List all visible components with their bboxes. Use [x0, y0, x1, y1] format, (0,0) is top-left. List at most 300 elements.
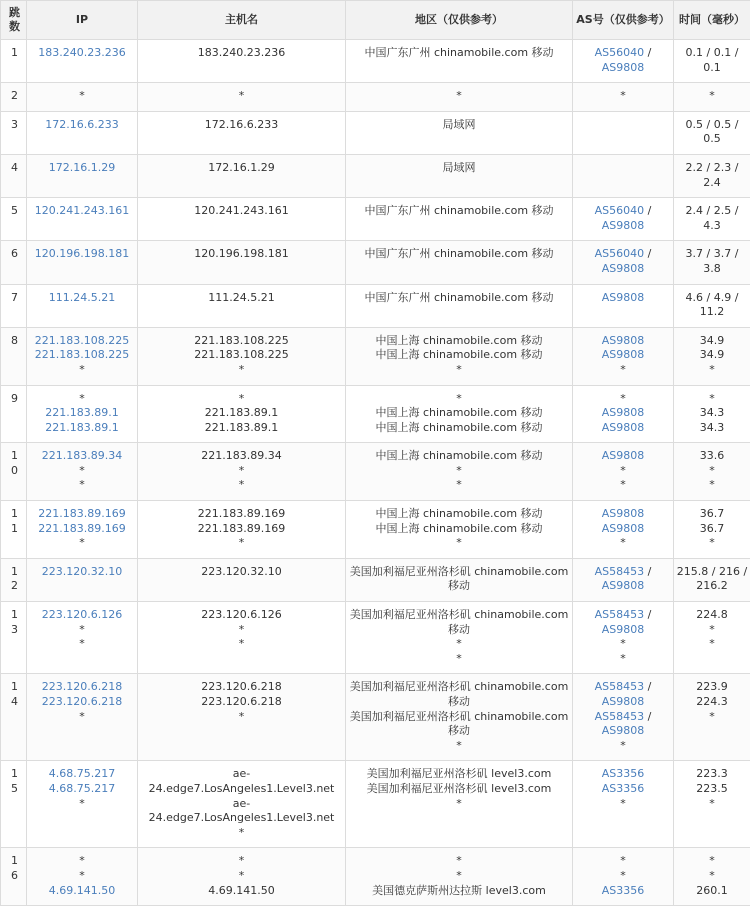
as-link[interactable]: AS9808: [602, 421, 645, 434]
hop-cell: 12: [1, 558, 27, 601]
host-cell: [138, 558, 346, 601]
ip-link[interactable]: 120.241.243.161: [29, 204, 135, 219]
region-text: 美国加利福尼亚州洛杉矶 chinamobile.com 移动: [348, 608, 570, 637]
as-cell: [573, 443, 674, 501]
region-cell: [346, 443, 573, 501]
region-text: 中国上海 chinamobile.com 移动: [348, 421, 570, 436]
as-entry: [575, 464, 671, 479]
hostname-text: 221.183.89.169: [140, 522, 343, 537]
as-link[interactable]: AS9808: [602, 522, 645, 535]
as-timeout: *: [620, 89, 626, 102]
hop-cell: 11: [1, 501, 27, 559]
as-link[interactable]: AS56040: [595, 46, 645, 59]
as-entry: [575, 522, 671, 537]
as-link[interactable]: AS56040: [595, 247, 645, 260]
as-link[interactable]: AS9808: [602, 507, 645, 520]
latency-text: 36.7: [676, 522, 748, 537]
as-timeout: *: [620, 637, 626, 650]
as-link[interactable]: AS9808: [602, 348, 645, 361]
as-link[interactable]: AS58453: [595, 680, 645, 693]
as-cell: [573, 558, 674, 601]
table-row: [1, 241, 750, 284]
region-cell: [346, 501, 573, 559]
region-text: 美国加利福尼亚州洛杉矶 level3.com: [348, 767, 570, 782]
region-cell: [346, 761, 573, 848]
hostname-text: 221.183.89.34: [140, 449, 343, 464]
as-link[interactable]: AS9808: [602, 61, 645, 74]
latency-text: *: [676, 854, 748, 869]
region-text: 局域网: [348, 118, 570, 133]
as-cell: [573, 241, 674, 284]
region-text: 中国上海 chinamobile.com 移动: [348, 334, 570, 349]
region-text: 中国上海 chinamobile.com 移动: [348, 406, 570, 421]
ip-cell: [27, 761, 138, 848]
table-row: [1, 501, 750, 559]
ip-cell: [27, 198, 138, 241]
ip-link[interactable]: 223.120.6.126: [29, 608, 135, 623]
as-entry: [575, 348, 671, 363]
latency-text: 223.3: [676, 767, 748, 782]
host-cell: [138, 602, 346, 674]
as-cell: [573, 198, 674, 241]
region-text: *: [348, 739, 570, 754]
as-link[interactable]: AS9808: [602, 623, 645, 636]
hostname-text: 172.16.6.233: [140, 118, 343, 133]
as-link[interactable]: AS9808: [602, 406, 645, 419]
hop-cell: 6: [1, 241, 27, 284]
as-cell: [573, 284, 674, 327]
hostname-text: *: [140, 623, 343, 638]
time-cell: [674, 198, 750, 241]
ip-link[interactable]: 4.68.75.217: [29, 767, 135, 782]
as-entry: [575, 884, 671, 899]
time-cell: [674, 327, 750, 385]
latency-text: *: [676, 536, 748, 551]
latency-text: 223.9: [676, 680, 748, 695]
latency-text: 2.4 / 2.5 / 4.3: [676, 204, 748, 233]
time-cell: [674, 558, 750, 601]
hostname-text: *: [140, 826, 343, 841]
as-entry: [575, 797, 671, 812]
ip-timeout: *: [29, 89, 135, 104]
as-link[interactable]: AS58453: [595, 608, 645, 621]
hop-cell: 5: [1, 198, 27, 241]
latency-text: 3.7 / 3.7 / 3.8: [676, 247, 748, 276]
region-cell: [346, 241, 573, 284]
as-cell: [573, 674, 674, 761]
time-cell: [674, 83, 750, 112]
host-cell: [138, 761, 346, 848]
hostname-text: 221.183.108.225: [140, 348, 343, 363]
ip-timeout: *: [29, 392, 135, 407]
latency-text: 223.5: [676, 782, 748, 797]
hostname-text: ae-24.edge7.LosAngeles1.Level3.net: [140, 797, 343, 826]
ip-link[interactable]: 221.183.89.169: [29, 507, 135, 522]
hostname-text: *: [140, 363, 343, 378]
hop-cell: 7: [1, 284, 27, 327]
as-link[interactable]: AS3356: [602, 884, 645, 897]
region-text: *: [348, 854, 570, 869]
region-text: 美国加利福尼亚州洛杉矶 chinamobile.com 移动: [348, 710, 570, 739]
region-cell: [346, 198, 573, 241]
ip-link[interactable]: 221.183.108.225: [29, 348, 135, 363]
time-cell: [674, 501, 750, 559]
hostname-text: *: [140, 536, 343, 551]
host-cell: [138, 674, 346, 761]
as-separator: /: [644, 46, 651, 59]
host-cell: [138, 154, 346, 197]
table-row: [1, 198, 750, 241]
as-entry: [575, 652, 671, 667]
latency-text: 0.5 / 0.5 / 0.5: [676, 118, 748, 147]
region-cell: [346, 154, 573, 197]
region-text: 美国加利福尼亚州洛杉矶 level3.com: [348, 782, 570, 797]
hostname-text: *: [140, 464, 343, 479]
hostname-text: 120.241.243.161: [140, 204, 343, 219]
latency-text: 33.6: [676, 449, 748, 464]
hostname-text: *: [140, 869, 343, 884]
ip-link[interactable]: 223.120.6.218: [29, 695, 135, 710]
hop-cell: 16: [1, 848, 27, 906]
time-cell: [674, 761, 750, 848]
region-text: 中国上海 chinamobile.com 移动: [348, 522, 570, 537]
as-link[interactable]: AS9808: [602, 334, 645, 347]
hostname-text: *: [140, 478, 343, 493]
as-link[interactable]: AS9808: [602, 262, 645, 275]
ip-link[interactable]: 223.120.6.218: [29, 680, 135, 695]
ip-link[interactable]: 183.240.23.236: [29, 46, 135, 61]
region-text: 中国上海 chinamobile.com 移动: [348, 449, 570, 464]
latency-text: 34.3: [676, 421, 748, 436]
host-cell: [138, 385, 346, 443]
as-timeout: *: [620, 869, 626, 882]
latency-text: 34.3: [676, 406, 748, 421]
as-separator: /: [644, 565, 651, 578]
hop-cell: 9: [1, 385, 27, 443]
ip-cell: [27, 501, 138, 559]
latency-text: 215.8 / 216 / 216.2: [676, 565, 748, 594]
latency-text: 260.1: [676, 884, 748, 899]
hop-cell: 8: [1, 327, 27, 385]
as-link[interactable]: AS3356: [602, 767, 645, 780]
as-timeout: *: [620, 363, 626, 376]
as-entry: [575, 637, 671, 652]
as-separator: /: [644, 608, 651, 621]
table-header-row: [1, 1, 750, 40]
ip-link[interactable]: 221.183.108.225: [29, 334, 135, 349]
hostname-text: 221.183.108.225: [140, 334, 343, 349]
hop-cell: 10: [1, 443, 27, 501]
header-as: AS号（仅供参考）: [573, 1, 674, 40]
latency-text: *: [676, 464, 748, 479]
as-timeout: *: [620, 652, 626, 665]
as-entry: [575, 680, 671, 709]
header-region: 地区（仅供参考）: [346, 1, 573, 40]
ip-cell: [27, 241, 138, 284]
hostname-text: *: [140, 854, 343, 869]
latency-text: 36.7: [676, 507, 748, 522]
ip-cell: [27, 83, 138, 112]
region-cell: [346, 111, 573, 154]
hostname-text: *: [140, 637, 343, 652]
table-body: [1, 40, 750, 906]
header-hop: 跳数: [1, 1, 27, 40]
ip-cell: [27, 327, 138, 385]
ip-cell: [27, 284, 138, 327]
as-entry: [575, 46, 671, 75]
region-cell: [346, 327, 573, 385]
region-cell: [346, 284, 573, 327]
region-text: *: [348, 478, 570, 493]
hostname-text: 172.16.1.29: [140, 161, 343, 176]
as-separator: /: [644, 204, 651, 217]
region-text: 中国广东广州 chinamobile.com 移动: [348, 46, 570, 61]
ip-timeout: *: [29, 464, 135, 479]
as-link[interactable]: AS9808: [602, 449, 645, 462]
as-entry: [575, 869, 671, 884]
as-cell: [573, 501, 674, 559]
ip-timeout: *: [29, 623, 135, 638]
ip-link[interactable]: 221.183.89.1: [29, 406, 135, 421]
as-timeout: *: [620, 536, 626, 549]
as-entry: [575, 204, 671, 233]
as-entry: [575, 247, 671, 276]
table-row: [1, 284, 750, 327]
hostname-text: 221.183.89.169: [140, 507, 343, 522]
header-host: 主机名: [138, 1, 346, 40]
table-row: [1, 674, 750, 761]
as-link[interactable]: AS58453: [595, 710, 645, 723]
as-entry: [575, 608, 671, 637]
ip-cell: [27, 385, 138, 443]
region-text: *: [348, 797, 570, 812]
table-row: [1, 111, 750, 154]
as-link[interactable]: AS56040: [595, 204, 645, 217]
time-cell: [674, 284, 750, 327]
region-text: *: [348, 392, 570, 407]
as-timeout: *: [620, 392, 626, 405]
region-cell: [346, 602, 573, 674]
time-cell: [674, 154, 750, 197]
as-entry: [575, 507, 671, 522]
ip-timeout: *: [29, 637, 135, 652]
latency-text: *: [676, 478, 748, 493]
latency-text: 224.8: [676, 608, 748, 623]
ip-timeout: *: [29, 363, 135, 378]
as-timeout: *: [620, 739, 626, 752]
region-text: *: [348, 652, 570, 667]
latency-text: 2.2 / 2.3 / 2.4: [676, 161, 748, 190]
hostname-text: ae-24.edge7.LosAngeles1.Level3.net: [140, 767, 343, 796]
latency-text: *: [676, 363, 748, 378]
as-cell: [573, 761, 674, 848]
host-cell: [138, 241, 346, 284]
ip-link[interactable]: 221.183.89.1: [29, 421, 135, 436]
table-row: [1, 761, 750, 848]
host-cell: [138, 443, 346, 501]
latency-text: 4.6 / 4.9 / 11.2: [676, 291, 748, 320]
as-cell: [573, 154, 674, 197]
ip-timeout: *: [29, 536, 135, 551]
hop-cell: 2: [1, 83, 27, 112]
time-cell: [674, 674, 750, 761]
ip-timeout: *: [29, 797, 135, 812]
latency-text: *: [676, 392, 748, 407]
hostname-text: 221.183.89.1: [140, 406, 343, 421]
hop-cell: 15: [1, 761, 27, 848]
ip-link[interactable]: 223.120.32.10: [29, 565, 135, 580]
as-entry: [575, 89, 671, 104]
hostname-text: *: [140, 392, 343, 407]
region-cell: [346, 558, 573, 601]
ip-link[interactable]: 172.16.1.29: [29, 161, 135, 176]
as-entry: [575, 739, 671, 754]
as-separator: /: [644, 247, 651, 260]
as-entry: [575, 536, 671, 551]
as-cell: [573, 602, 674, 674]
table-row: [1, 558, 750, 601]
region-text: 美国加利福尼亚州洛杉矶 chinamobile.com 移动: [348, 680, 570, 709]
hostname-text: 223.120.6.218: [140, 695, 343, 710]
as-entry: [575, 406, 671, 421]
as-link[interactable]: AS58453: [595, 565, 645, 578]
as-cell: [573, 83, 674, 112]
ip-timeout: *: [29, 854, 135, 869]
latency-text: *: [676, 869, 748, 884]
time-cell: [674, 40, 750, 83]
latency-text: *: [676, 623, 748, 638]
ip-link[interactable]: 4.68.75.217: [29, 782, 135, 797]
as-link[interactable]: AS9808: [602, 724, 645, 737]
as-entry: [575, 334, 671, 349]
header-ip: IP: [27, 1, 138, 40]
as-timeout: *: [620, 797, 626, 810]
region-text: *: [348, 536, 570, 551]
hostname-text: 4.69.141.50: [140, 884, 343, 899]
latency-text: *: [676, 710, 748, 725]
table-row: [1, 40, 750, 83]
latency-text: 34.9: [676, 334, 748, 349]
time-cell: [674, 602, 750, 674]
hostname-text: 223.120.6.126: [140, 608, 343, 623]
region-text: *: [348, 637, 570, 652]
as-entry: [575, 767, 671, 782]
table-row: [1, 154, 750, 197]
host-cell: [138, 83, 346, 112]
as-entry: [575, 392, 671, 407]
hostname-text: 221.183.89.1: [140, 421, 343, 436]
region-text: *: [348, 464, 570, 479]
ip-cell: [27, 443, 138, 501]
region-text: 中国广东广州 chinamobile.com 移动: [348, 204, 570, 219]
ip-cell: [27, 154, 138, 197]
as-link[interactable]: AS9808: [602, 291, 645, 304]
table-row: [1, 83, 750, 112]
region-text: *: [348, 89, 570, 104]
as-separator: /: [644, 710, 651, 723]
as-link[interactable]: AS9808: [602, 219, 645, 232]
ip-cell: [27, 111, 138, 154]
hop-cell: 1: [1, 40, 27, 83]
ip-timeout: *: [29, 869, 135, 884]
latency-text: 224.3: [676, 695, 748, 710]
as-cell: [573, 385, 674, 443]
host-cell: [138, 327, 346, 385]
ip-link[interactable]: 120.196.198.181: [29, 247, 135, 262]
ip-link[interactable]: 221.183.89.169: [29, 522, 135, 537]
as-timeout: *: [620, 478, 626, 491]
host-cell: [138, 284, 346, 327]
region-cell: [346, 385, 573, 443]
header-time: 时间（毫秒）: [674, 1, 750, 40]
region-text: 美国德克萨斯州达拉斯 level3.com: [348, 884, 570, 899]
region-cell: [346, 83, 573, 112]
ip-link[interactable]: 172.16.6.233: [29, 118, 135, 133]
hostname-text: *: [140, 710, 343, 725]
latency-text: *: [676, 797, 748, 812]
hop-cell: 13: [1, 602, 27, 674]
ip-cell: [27, 674, 138, 761]
as-entry: [575, 449, 671, 464]
as-timeout: *: [620, 464, 626, 477]
hop-cell: 4: [1, 154, 27, 197]
time-cell: [674, 385, 750, 443]
hop-cell: 14: [1, 674, 27, 761]
hostname-text: *: [140, 89, 343, 104]
as-timeout: *: [620, 854, 626, 867]
hostname-text: 183.240.23.236: [140, 46, 343, 61]
table-row: [1, 602, 750, 674]
ip-cell: [27, 602, 138, 674]
region-text: 局域网: [348, 161, 570, 176]
table-row: [1, 443, 750, 501]
as-link[interactable]: AS9808: [602, 695, 645, 708]
ip-link[interactable]: 4.69.141.50: [29, 884, 135, 899]
latency-text: *: [676, 89, 748, 104]
as-link[interactable]: AS9808: [602, 579, 645, 592]
as-entry: [575, 782, 671, 797]
ip-link[interactable]: 111.24.5.21: [29, 291, 135, 306]
region-text: 中国广东广州 chinamobile.com 移动: [348, 247, 570, 262]
as-link[interactable]: AS3356: [602, 782, 645, 795]
region-text: *: [348, 869, 570, 884]
hostname-text: 223.120.32.10: [140, 565, 343, 580]
as-cell: [573, 40, 674, 83]
region-text: *: [348, 363, 570, 378]
as-entry: [575, 710, 671, 739]
time-cell: [674, 241, 750, 284]
as-cell: [573, 327, 674, 385]
hop-cell: 3: [1, 111, 27, 154]
host-cell: [138, 111, 346, 154]
host-cell: [138, 40, 346, 83]
host-cell: [138, 198, 346, 241]
ip-timeout: *: [29, 710, 135, 725]
hostname-text: 223.120.6.218: [140, 680, 343, 695]
latency-text: *: [676, 637, 748, 652]
latency-text: 0.1 / 0.1 / 0.1: [676, 46, 748, 75]
ip-link[interactable]: 221.183.89.34: [29, 449, 135, 464]
host-cell: [138, 501, 346, 559]
hostname-text: 111.24.5.21: [140, 291, 343, 306]
region-text: 美国加利福尼亚州洛杉矶 chinamobile.com 移动: [348, 565, 570, 594]
as-entry: [575, 565, 671, 594]
region-cell: [346, 674, 573, 761]
as-entry: [575, 291, 671, 306]
region-text: 中国上海 chinamobile.com 移动: [348, 507, 570, 522]
time-cell: [674, 111, 750, 154]
region-text: 中国广东广州 chinamobile.com 移动: [348, 291, 570, 306]
